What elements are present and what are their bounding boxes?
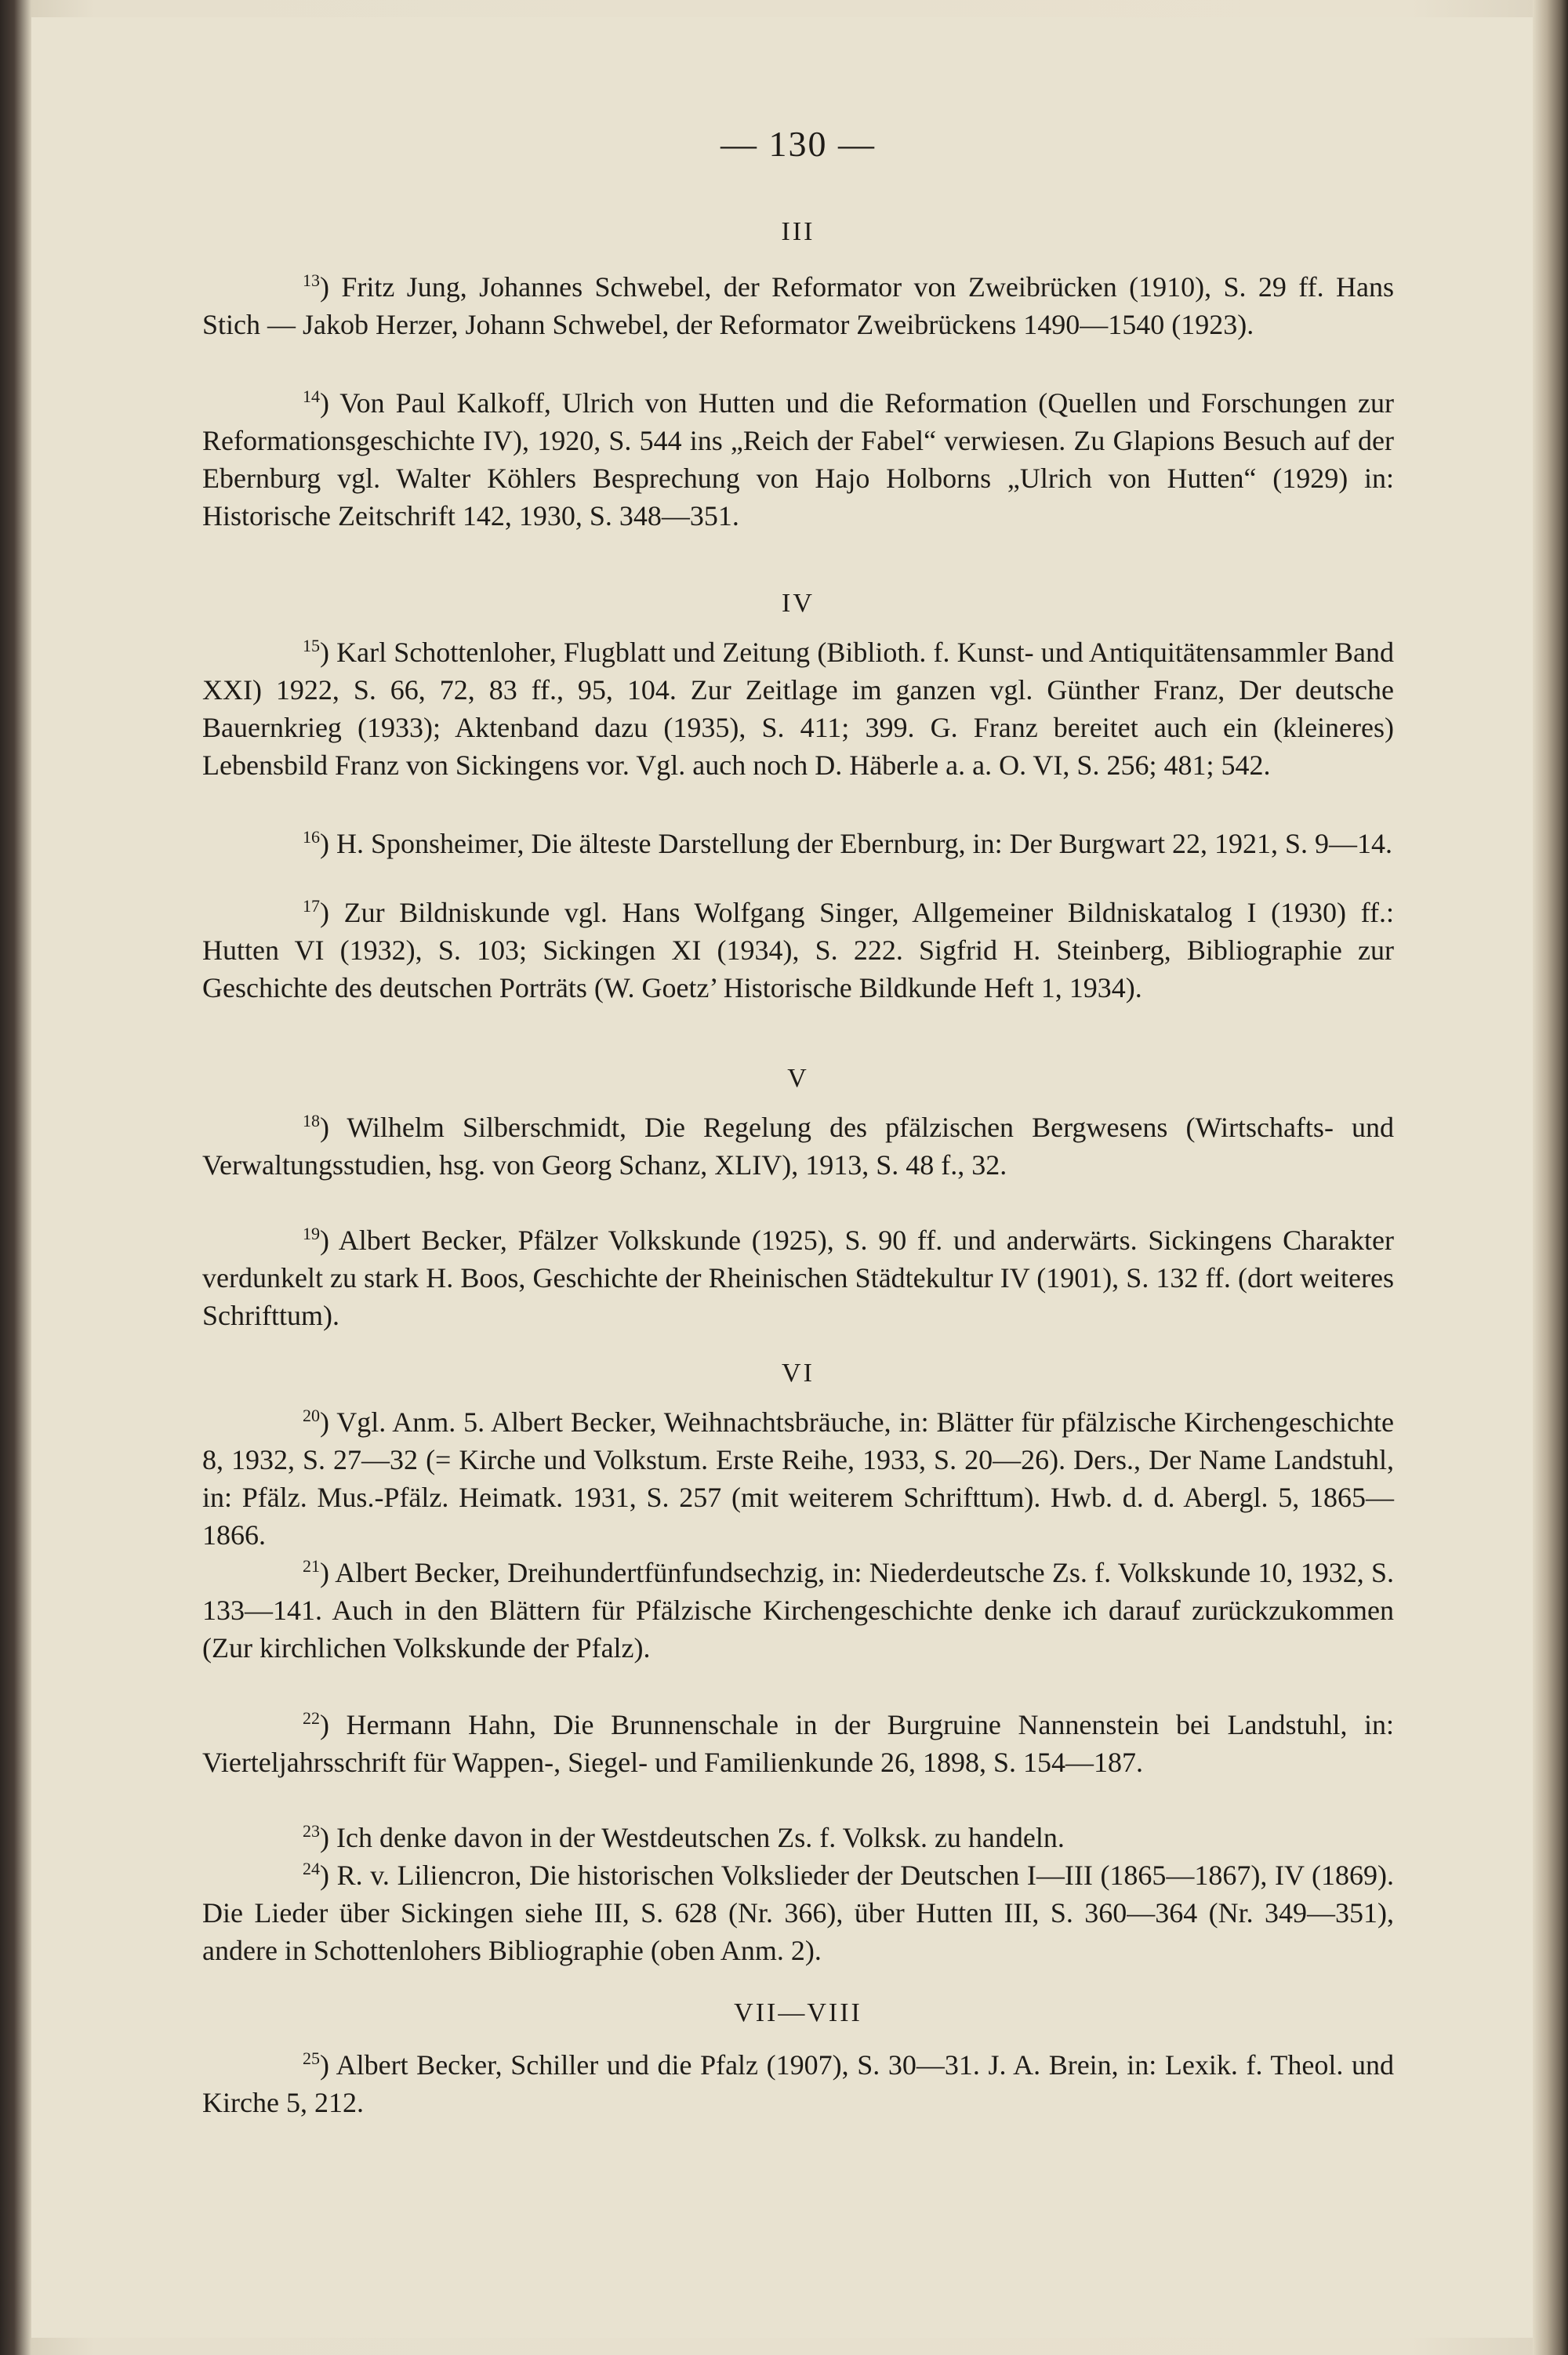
section-heading-iii: III (781, 217, 815, 246)
footnote-number: 25 (303, 2048, 320, 2068)
page-number: — 130 — (720, 124, 876, 164)
footnote-text: ) Karl Schottenloher, Flugblatt und Zeitung (Biblioth. f. Kunst- und Antiquitätensammler Band XXI) 1922, S. 66, 72, 83 ff., 95, 104. Zur Zeitlage im ganzen vgl. Günther Franz, Der deutsche Bauernkrieg (1933); Aktenband dazu (1935), S. 411; 399. G. Franz bereitet auch ein (kleineres) Lebensbild Franz von Sickingens vor. Vgl. auch noch D. Häberle a. a. O. VI, S. 256; 481; 542. (202, 637, 1394, 781)
footnote-23 (202, 1819, 1394, 1856)
footnote-text: ) Albert Becker, Pfälzer Volkskunde (1925), S. 90 ff. und anderwärts. Sickingens Charakter verdunkelt zu stark H. Boos, Geschichte der Rheinischen Städtekultur IV (1901), S. 132 ff. (dort weiteres Schrifttum). (202, 1225, 1394, 1331)
footnote-20 (202, 1403, 1394, 1554)
footnote-19 (202, 1221, 1394, 1334)
footnote-number: 21 (303, 1556, 320, 1576)
footnote-number: 16 (303, 827, 320, 847)
footnote-text: ) Fritz Jung, Johannes Schwebel, der Reformator von Zweibrücken (1910), S. 29 ff. Hans Stich — Jakob Herzer, Johann Schwebel, der Reformator Zweibrückens 1490—1540 (1923). (202, 271, 1394, 340)
footnote-number: 13 (303, 270, 320, 290)
footnote-14 (202, 384, 1394, 535)
footnote-15 (202, 633, 1394, 784)
footnote-number: 24 (303, 1859, 320, 1878)
footnote-number: 23 (303, 1821, 320, 1841)
footnote-number: 19 (303, 1224, 320, 1243)
footnote-24 (202, 1856, 1394, 1969)
footnote-text: ) Ich denke davon in der Westdeutschen Zs. f. Volksk. zu handeln. (320, 1822, 1065, 1853)
footnote-text: ) Hermann Hahn, Die Brunnenschale in der Burgruine Nannenstein bei Landstuhl, in: Vierteljahrsschrift für Wappen-, Siegel- und Familienkunde 26, 1898, S. 154—187. (202, 1709, 1394, 1778)
footnote-number: 18 (303, 1111, 320, 1130)
footnote-text: ) Albert Becker, Schiller und die Pfalz (1907), S. 30—31. J. A. Brein, in: Lexik. f. Theol. und Kirche 5, 212. (202, 2049, 1394, 2118)
section-heading-vii-viii: VII—VIII (734, 1998, 862, 2027)
footnote-text: ) H. Sponsheimer, Die älteste Darstellung der Ebernburg, in: Der Burgwart 22, 1921, S. 9—14. (320, 828, 1392, 859)
footnote-17 (202, 894, 1394, 1007)
footnote-number: 17 (303, 896, 320, 916)
footnote-number: 14 (303, 386, 320, 406)
page-edge (1533, 0, 1568, 2355)
footnote-13 (202, 268, 1394, 343)
footnote-22 (202, 1706, 1394, 1781)
footnote-number: 22 (303, 1708, 320, 1728)
section-heading-v: V (787, 1064, 809, 1093)
footnote-number: 20 (303, 1406, 320, 1425)
footnote-text: ) Von Paul Kalkoff, Ulrich von Hutten und die Reformation (Quellen und Forschungen zur Reformationsgeschichte IV), 1920, S. 544 ins „Reich der Fabel“ verwiesen. Zu Glapions Besuch auf der Ebernburg vgl. Walter Köhlers Besprechung von Hajo Holborns „Ulrich von Hutten“ (1929) in: Historische Zeitschrift 142, 1930, S. 348—351. (202, 387, 1394, 532)
footnote-text: ) Wilhelm Silberschmidt, Die Regelung des pfälzischen Bergwesens (Wirtschafts- und Verwaltungsstudien, hsg. von Georg Schanz, XLIV), 1913, S. 48 f., 32. (202, 1112, 1394, 1181)
footnote-text: ) Zur Bildniskunde vgl. Hans Wolfgang Singer, Allgemeiner Bildniskatalog I (1930) ff.: Hutten VI (1932), S. 103; Sickingen XI (1934), S. 222. Sigfrid H. Steinberg, Bibliographie zur Geschichte des deutschen Porträts (W. Goetz’ Historische Bildkunde Heft 1, 1934). (202, 897, 1394, 1003)
footnote-25 (202, 2046, 1394, 2121)
footnote-text: ) R. v. Liliencron, Die historischen Volkslieder der Deutschen I—III (1865—1867), IV (1869). Die Lieder über Sickingen siehe III, S. 628 (Nr. 366), über Hutten III, S. 360—364 (Nr. 349—351), andere in Schottenlohers Bibliographie (oben Anm. 2). (202, 1860, 1394, 1966)
footnote-number: 15 (303, 636, 320, 655)
footnote-16 (202, 825, 1394, 862)
footnote-text: ) Albert Becker, Dreihundertfünfundsechzig, in: Niederdeutsche Zs. f. Volkskunde 10, 1932, S. 133—141. Auch in den Blättern für Pfälzische Kirchengeschichte denke ich darauf zurückzukommen (Zur kirchlichen Volkskunde der Pfalz). (202, 1557, 1394, 1664)
section-heading-vi: VI (782, 1359, 815, 1388)
footnote-text: ) Vgl. Anm. 5. Albert Becker, Weihnachtsbräuche, in: Blätter für pfälzische Kirchengeschichte 8, 1932, S. 27—32 (= Kirche und Volkstum. Erste Reihe, 1933, S. 20—26). Ders., Der Name Landstuhl, in: Pfälz. Mus.-Pfälz. Heimatk. 1931, S. 257 (mit weiterem Schrifttum). Hwb. d. d. Abergl. 5, 1865—1866. (202, 1406, 1394, 1551)
section-heading-iv: IV (782, 589, 815, 618)
footnote-21 (202, 1554, 1394, 1667)
footnote-18 (202, 1109, 1394, 1184)
